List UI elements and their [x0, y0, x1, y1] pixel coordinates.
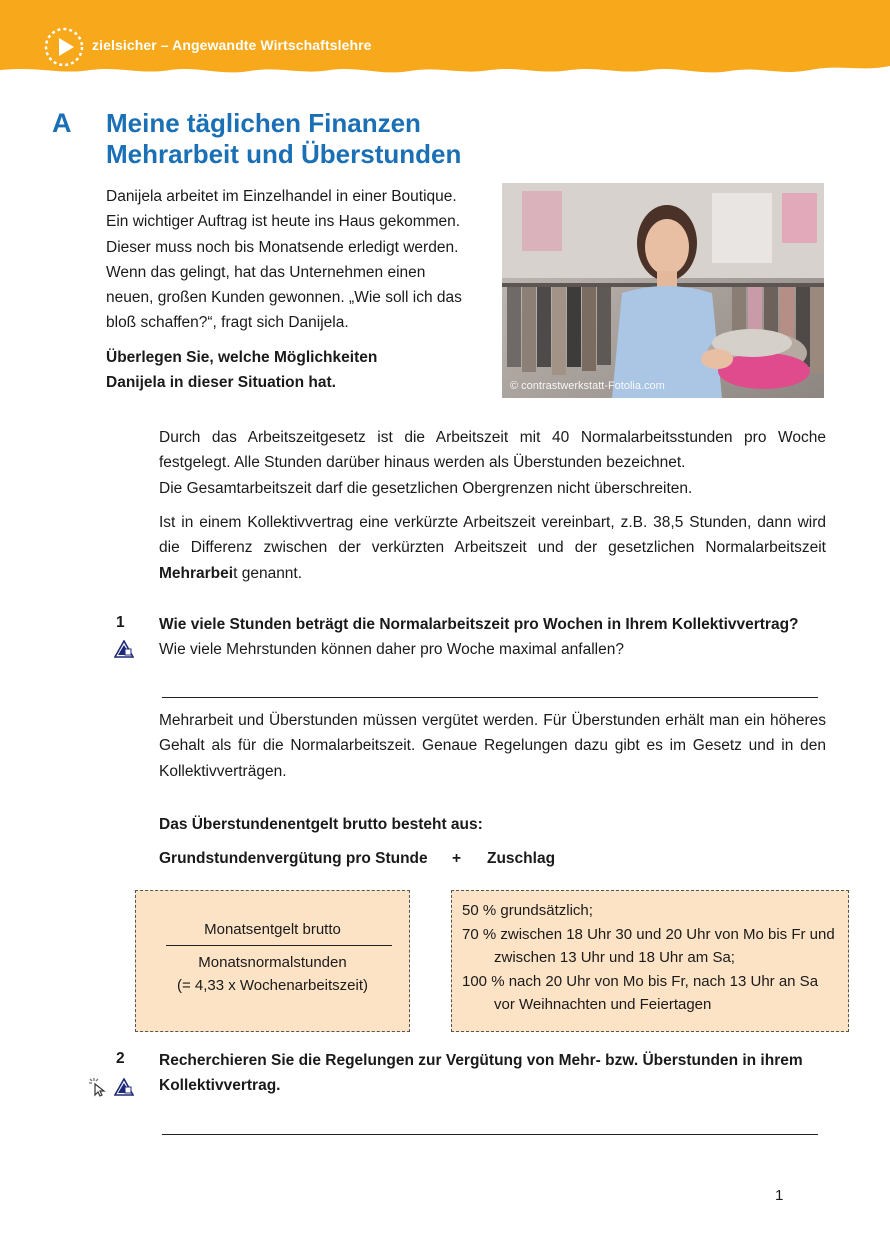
para-text: Durch das Arbeitszeitgesetz ist die Arbeitszeit mit 40 Normalarbeitsstunden pro Woche festgelegt. Alle Stunden darüber hinaus werden als Überstunden bezeichnet. [159, 429, 826, 472]
question-1-bold: Wie viele Stunden beträgt die Normalarbeitszeit pro Wochen in Ihrem Kollektivvertrag? [159, 616, 799, 633]
paragraph-verguetung: Mehrarbeit und Überstunden müssen vergütet werden. Für Überstunden erhält man ein höheres Gehalt als für die Normalarbeitszeit. Genaue Regelungen dazu gibt es im Gesetz und in den Kollektivverträgen. [159, 712, 826, 780]
surcharge-line: zwischen 13 Uhr und 18 Uhr am Sa; [494, 949, 735, 966]
section-letter: A [52, 108, 72, 138]
intro-line: Danijela arbeitet im Einzelhandel in einer Boutique. [106, 188, 457, 205]
surcharge-line: 100 % nach 20 Uhr von Mo bis Fr, nach 13 Uhr an Sa [462, 972, 819, 990]
formula-plus: + [452, 850, 462, 867]
para-text: Ist in einem Kollektivvertrag eine verkürzte Arbeitszeit vereinbart, z.B. 38,5 Stunden, dann wird die Differenz zwischen der verkürzten Arbeitszeit und der gesetzlichen Normalarbeitszeit [159, 514, 826, 557]
question-1 [159, 612, 829, 663]
question-1-text: Wie viele Mehrstunden können daher pro Woche maximal anfallen? [159, 641, 624, 659]
level-pyramid-icon [114, 1078, 134, 1101]
fraction-bar [166, 945, 392, 946]
question-number: 2 [116, 1050, 125, 1067]
section-title [106, 108, 461, 170]
formula-part-left: Grundstundenvergütung pro Stunde [159, 850, 428, 867]
level-pyramid-icon [114, 640, 134, 663]
formula-box [135, 890, 410, 1032]
intro-line: neuen, großen Kunden gewonnen. „Wie soll ich das [106, 289, 462, 307]
intro-task-line2: Danijela in dieser Situation hat. [106, 374, 336, 392]
para-text: Die Gesamtarbeitszeit darf die gesetzlichen Obergrenzen nicht überschreiten. [159, 479, 693, 497]
section-title-line2: Mehrarbeit und Überstunden [106, 139, 462, 169]
question-2-line1: Recherchieren Sie die Regelungen zur Vergütung von Mehr- bzw. Überstunden in ihrem [159, 1052, 803, 1069]
para-text: t genannt. [233, 564, 303, 582]
play-icon [44, 27, 84, 67]
page-number: 1 [775, 1187, 784, 1204]
para-bold-term: Mehrarbei [159, 564, 234, 582]
photo-credit: © contrastwerkstatt-Fotolia.com [510, 380, 665, 392]
surcharge-line: 70 % zwischen 18 Uhr 30 und 20 Uhr von Mo bis Fr und [462, 925, 835, 943]
intro-line: Wenn das gelingt, hat das Unternehmen einen [106, 263, 426, 281]
question-2-line2: Kollektivvertrag. [159, 1077, 281, 1095]
formula-note: (= 4,33 x Wochenarbeitszeit) [176, 977, 369, 994]
surcharge-line: vor Weihnachten und Feiertagen [494, 996, 712, 1013]
header-title: zielsicher – Angewandte Wirtschaftslehre [92, 37, 372, 53]
boutique-photo [502, 183, 824, 398]
intro-line: Ein wichtiger Auftrag ist heute ins Haus gekommen. [106, 213, 461, 231]
formula-parts [159, 846, 829, 871]
intro-text [106, 184, 496, 336]
intro-task-line1: Überlegen Sie, welche Möglichkeiten [106, 349, 378, 366]
header-band [0, 0, 890, 80]
question-2 [159, 1048, 829, 1099]
formula-numerator: Monatsentgelt brutto [204, 921, 341, 938]
formula-part-right: Zuschlag [487, 850, 556, 867]
section-title-line1: Meine täglichen Finanzen [106, 108, 421, 138]
surcharge-box [451, 890, 849, 1032]
paragraph-mehrarbeit [159, 510, 826, 586]
question-number: 1 [116, 614, 125, 631]
intro-line: Dieser muss noch bis Monatsende erledigt werden. [106, 238, 459, 256]
answer-line[interactable] [162, 1134, 818, 1135]
formula-heading: Das Überstundenentgelt brutto besteht aus: [159, 816, 483, 833]
paragraph-arbeitszeitgesetz [159, 425, 826, 501]
intro-line: bloß schaffen?“, fragt sich Danijela. [106, 314, 349, 332]
formula-denominator: Monatsnormalstunden [198, 954, 347, 971]
surcharge-line: 50 % grundsätzlich; [462, 902, 593, 919]
intro-task [106, 345, 406, 396]
answer-line[interactable] [162, 697, 818, 698]
cursor-click-icon [88, 1077, 108, 1102]
